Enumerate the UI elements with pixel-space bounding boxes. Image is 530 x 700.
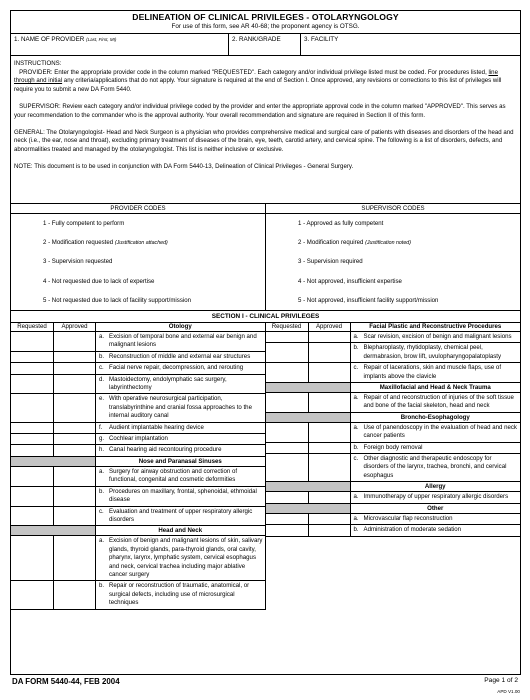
code-text: 3 - Supervision required: [298, 258, 363, 266]
requested-code-cell[interactable]: [11, 467, 54, 486]
supervisor-code-item: [298, 239, 520, 258]
provider-instructions: [14, 69, 517, 95]
requested-code-cell[interactable]: [11, 581, 54, 608]
supervisor-code-item: [298, 220, 520, 239]
apd-version: APD V1.00: [497, 689, 520, 694]
requested-code-cell[interactable]: [266, 443, 309, 453]
category-header: [266, 482, 521, 492]
requested-code-cell[interactable]: [266, 514, 309, 524]
code-text: 2 - Modification required: [298, 239, 366, 247]
privilege-description: [96, 352, 265, 362]
category-shaded-cell: [11, 457, 96, 466]
privilege-description: [351, 514, 521, 524]
page-number: Page 1 of 2: [484, 677, 518, 684]
requested-code-cell[interactable]: [11, 487, 54, 506]
privilege-row: [11, 332, 265, 352]
privilege-description: [351, 492, 521, 502]
approved-code-cell[interactable]: [309, 492, 351, 502]
instructions-block: [11, 56, 520, 204]
requested-code-cell[interactable]: [266, 343, 309, 362]
privilege-letter: e.: [99, 395, 105, 403]
category-header: [266, 383, 521, 393]
provider-codes-heading: PROVIDER CODES: [11, 204, 265, 214]
right-column-header: [266, 323, 521, 332]
privilege-letter: c.: [353, 364, 359, 372]
privilege-text: Use of panendoscopy in the evaluation of head and neck cancer patients: [363, 423, 517, 440]
approved-code-cell[interactable]: [309, 423, 351, 442]
requested-code-cell[interactable]: [11, 332, 54, 351]
approved-code-cell[interactable]: [54, 434, 96, 444]
privilege-row: [11, 375, 265, 395]
instructions-heading: INSTRUCTIONS:: [14, 60, 62, 67]
provider-code-item: [43, 258, 265, 277]
provider-instructions-text: PROVIDER: Enter the appropriate provider code in the column marked "REQUESTED". Each category and/or individual privilege listed must be coded. For procedures listed,: [19, 68, 489, 76]
requested-code-cell[interactable]: [266, 423, 309, 442]
approved-code-cell[interactable]: [54, 363, 96, 373]
requested-code-cell[interactable]: [11, 363, 54, 373]
note-instructions: NOTE: This document is to be used in conjunction with DA Form 5440-13, Delineation of Clinical Privileges - General Surgery.: [14, 163, 354, 171]
approved-code-cell[interactable]: [54, 536, 96, 580]
privilege-letter: a.: [353, 423, 359, 431]
requested-code-cell[interactable]: [266, 454, 309, 481]
privilege-row: [11, 445, 265, 456]
category-shaded-cell: [266, 413, 351, 422]
privilege-text: Foreign body removal: [363, 443, 423, 451]
privilege-description: [96, 363, 265, 373]
privileges-table: [11, 323, 520, 610]
privilege-description: [351, 332, 521, 342]
provider-name-label: 1. NAME OF PROVIDER: [14, 36, 85, 43]
privilege-description: [96, 445, 265, 455]
privilege-text: Reconstruction of middle and external ear structures: [109, 352, 251, 360]
approved-code-cell[interactable]: [309, 514, 351, 524]
privilege-row: [11, 363, 265, 374]
requested-code-cell[interactable]: [11, 507, 54, 526]
privilege-row: [266, 343, 521, 363]
privilege-description: [96, 423, 265, 433]
privilege-text: Excision of temporal bone and external ear benign and malignant lesions: [109, 333, 257, 349]
approved-code-cell[interactable]: [309, 363, 351, 382]
privilege-text: With operative neurosurgical participation, translabyrinthine and cranial fossa approaches to the internal auditory canal: [109, 395, 252, 420]
category-name: Broncho-Esophagology: [400, 413, 470, 421]
privilege-row: [11, 352, 265, 363]
rank-grade-field[interactable]: [229, 34, 301, 55]
category-header: [266, 504, 521, 514]
privilege-letter: c.: [353, 455, 359, 463]
category-shaded-cell: [266, 482, 351, 491]
privilege-description: [96, 434, 265, 444]
otology-heading: Otology: [168, 323, 192, 330]
provider-code-item: [43, 239, 265, 258]
privilege-description: [96, 375, 265, 394]
general-instructions: GENERAL: The Otolaryngologist- Head and Neck Surgeon is a physician who provides comprehensive medical and surgical care of patients with diseases and disorders of the head and neck (i.e., the ear, nose and throat), excluding primary treatment of diseases of the brain, eye, teeth, carotid artery, and cervical spine. The following is a list of disorders, defects, and abnormalities treated and managed by the otolaryngologist. This list is neither inclusive or exclusive.: [14, 128, 514, 153]
code-text: 5 - Not approved, insufficient facility support/mission: [298, 296, 439, 304]
privilege-row: [266, 454, 521, 482]
code-text: 3 - Supervision requested: [43, 258, 113, 266]
approved-code-cell[interactable]: [54, 394, 96, 421]
privilege-text: Scar revision, excision of benign and malignant lesions: [363, 333, 512, 340]
approved-code-cell[interactable]: [309, 525, 351, 535]
privilege-text: Microvascular flap reconstruction: [363, 514, 453, 522]
right-privilege-rows: [266, 332, 521, 537]
provider-instructions-underlined: line through and initial: [14, 68, 498, 85]
right-approved-header: Approved: [309, 323, 351, 331]
privilege-text: Blepharoplasty, rhytidoplasty, chemical peel, dermabrasion, brow lift, uvulopharyngopalatoplasty: [363, 344, 502, 360]
privilege-description: [96, 536, 265, 580]
codes-legend: [11, 204, 520, 311]
supervisor-codes-heading: SUPERVISOR CODES: [266, 204, 520, 214]
facial-plastic-heading: Facial Plastic and Reconstructive Procedures: [369, 323, 502, 330]
requested-code-cell[interactable]: [11, 394, 54, 421]
category-name: Maxillofacial and Head & Neck Trauma: [379, 384, 491, 392]
privilege-letter: h.: [99, 446, 105, 454]
privilege-letter: b.: [353, 344, 359, 352]
privilege-row: [11, 487, 265, 507]
privilege-text: Procedures on maxillary, frontal, sphenoidal, ethmoidal disease: [109, 487, 257, 504]
privilege-text: Other diagnostic and therapeutic endoscopy for disorders of the larynx, trachea, bronchi, and cervical esophagus: [363, 455, 507, 479]
category-name: Nose and Paranasal Sinuses: [138, 457, 222, 465]
supervisor-code-item: [298, 297, 520, 316]
category-shaded-cell: [266, 383, 351, 392]
approved-code-cell[interactable]: [54, 375, 96, 394]
approved-code-cell[interactable]: [54, 487, 96, 506]
privilege-description: [96, 332, 265, 351]
approved-code-cell[interactable]: [309, 393, 351, 412]
privilege-description: [351, 393, 521, 412]
approved-code-cell[interactable]: [54, 581, 96, 608]
requested-code-cell[interactable]: [266, 393, 309, 412]
provider-instructions-text-end: any criteria/applications that do not apply. Your signature is required at the end of Section I. Once approved, any revisions or corrections to this list of privileges will require you to submit a new DA Form 5440.: [14, 77, 502, 93]
privilege-letter: a.: [353, 493, 359, 501]
privilege-row: [11, 434, 265, 445]
left-column-header: [11, 323, 265, 332]
privilege-text: Cochlear implantation: [109, 435, 168, 443]
requested-code-cell[interactable]: [266, 363, 309, 382]
form-subtitle: For use of this form, see AR 40-68; the proponent agency is OTSG.: [171, 23, 360, 30]
privilege-description: [351, 454, 521, 481]
requested-code-cell[interactable]: [266, 492, 309, 502]
code-note: (Justification noted): [365, 240, 412, 247]
requested-code-cell[interactable]: [11, 352, 54, 362]
privilege-letter: g.: [99, 435, 105, 443]
privilege-text: Mastoidectomy, endolymphatic sac surgery, labyrinthectomy: [109, 375, 227, 392]
privilege-text: Canal hearing aid recontouring procedure: [109, 446, 222, 454]
privilege-row: [266, 443, 521, 454]
category-name: Allergy: [424, 483, 446, 491]
provider-name-field[interactable]: [11, 34, 229, 55]
requested-code-cell[interactable]: [11, 536, 54, 580]
form-header: [11, 11, 520, 34]
provider-id-row: [11, 34, 520, 56]
privilege-letter: b.: [99, 487, 105, 495]
privilege-description: [96, 467, 265, 486]
privilege-row: [11, 423, 265, 434]
form-title: DELINEATION OF CLINICAL PRIVILEGES - OTOLARYNGOLOGY: [132, 12, 399, 22]
requested-code-cell[interactable]: [266, 525, 309, 535]
facility-label: 3. FACILITY: [304, 36, 339, 43]
left-requested-header: Requested: [11, 323, 54, 331]
approved-code-cell[interactable]: [309, 443, 351, 453]
supervisor-code-item: [298, 278, 520, 297]
code-text: 1 - Fully competent to perform: [43, 220, 125, 227]
privilege-description: [351, 443, 521, 453]
approved-code-cell[interactable]: [309, 454, 351, 481]
privilege-text: Facial nerve repair, decompression, and rerouting: [109, 364, 244, 372]
approved-code-cell[interactable]: [54, 507, 96, 526]
privilege-letter: b.: [99, 352, 105, 360]
privilege-letter: a.: [99, 467, 105, 475]
privilege-row: [266, 393, 521, 413]
privileges-right-column: [266, 323, 521, 610]
privilege-letter: c.: [99, 507, 104, 515]
right-requested-header: Requested: [266, 323, 309, 331]
privilege-letter: b.: [353, 443, 359, 451]
provider-code-item: [43, 220, 265, 239]
rank-grade-label: 2. RANK/GRADE: [232, 36, 281, 43]
form-id: DA FORM 5440-44, FEB 2004: [12, 677, 120, 686]
provider-code-item: [43, 278, 265, 297]
approved-code-cell[interactable]: [54, 352, 96, 362]
privilege-text: Administration of moderate sedation: [363, 526, 462, 534]
privilege-description: [96, 394, 265, 421]
left-privilege-rows: [11, 332, 265, 610]
supervisor-codes-list: [266, 214, 520, 316]
facility-field[interactable]: [301, 34, 520, 55]
provider-codes-list: [11, 214, 265, 316]
privilege-text: Excision of benign and malignant lesions of skin, salivary glands, thyroid glands, para-thyroid glands, oral cavity, pharynx, larynx, lymphatic system, cervical esophagus and neck, cervical trachea including major ablative cancer surgery: [109, 537, 263, 578]
privilege-row: [11, 467, 265, 487]
approved-code-cell[interactable]: [54, 445, 96, 455]
requested-code-cell[interactable]: [266, 332, 309, 342]
privilege-description: [351, 343, 521, 362]
privilege-text: Repair of and reconstruction of injuries of the soft tissue and bone of the facial skeleton, head and neck: [363, 394, 514, 410]
category-shaded-cell: [11, 526, 96, 535]
category-header: [11, 526, 265, 536]
supervisor-instructions: [14, 103, 517, 120]
privilege-letter: a.: [99, 333, 105, 340]
supervisor-instructions-text: SUPERVISOR: Review each category and/or individual privilege coded by the provider and enter the appropriate approval code in the column marked "APPROVED". This serves as your recommendation to the commander who is the approval authority. Your overall recommendation and signature are required in Section II of this form.: [14, 102, 506, 119]
approved-code-cell[interactable]: [309, 332, 351, 342]
privilege-letter: c.: [99, 364, 104, 372]
privilege-row: [11, 581, 265, 609]
code-text: 5 - Not requested due to lack of facility support/mission: [43, 296, 192, 304]
privilege-description: [351, 363, 521, 382]
privilege-letter: a.: [353, 394, 359, 402]
privilege-row: [266, 423, 521, 443]
privilege-text: Repair or reconstruction of traumatic, anatomical, or surgical defects, including use of microsurgical techniques: [109, 582, 250, 607]
provider-name-hint: (Last, First, MI): [86, 37, 117, 42]
privilege-description: [351, 525, 521, 535]
code-text: 4 - Not requested due to lack of expertise: [43, 277, 155, 285]
privilege-description: [351, 423, 521, 442]
requested-code-cell[interactable]: [11, 445, 54, 455]
privilege-text: Evaluation and treatment of upper respiratory allergic disorders: [109, 507, 253, 523]
privilege-letter: b.: [353, 526, 359, 534]
approved-code-cell[interactable]: [309, 343, 351, 362]
privilege-row: [266, 492, 521, 503]
form-footer: [12, 677, 520, 686]
privilege-letter: a.: [353, 514, 359, 522]
privilege-letter: b.: [99, 582, 105, 590]
category-name: Head and Neck: [158, 527, 203, 535]
privileges-left-column: [11, 323, 266, 610]
privilege-row: [266, 363, 521, 383]
code-text: 1 - Approved as fully competent: [298, 220, 384, 227]
privilege-text: Surgery for airway obstruction and correction of functional, congenital and cosmetic deformities: [109, 467, 238, 484]
category-header: [11, 457, 265, 467]
approved-code-cell[interactable]: [54, 467, 96, 486]
privilege-description: [96, 581, 265, 608]
privilege-description: [96, 487, 265, 506]
privilege-text: Immunotherapy of upper respiratory allergic disorders: [363, 493, 509, 501]
requested-code-cell[interactable]: [11, 434, 54, 444]
approved-code-cell[interactable]: [54, 332, 96, 351]
privilege-row: [266, 514, 521, 525]
privilege-letter: a.: [353, 333, 359, 340]
form-page: [10, 10, 521, 675]
left-approved-header: Approved: [54, 323, 96, 331]
requested-code-cell[interactable]: [11, 375, 54, 394]
privilege-letter: f.: [99, 423, 103, 431]
privilege-text: Repair of lacerations, skin and muscle flaps, use of implants above the clavicle: [363, 364, 502, 380]
supervisor-codes: [266, 204, 520, 310]
requested-code-cell[interactable]: [11, 423, 54, 433]
privilege-row: [11, 507, 265, 527]
approved-code-cell[interactable]: [54, 423, 96, 433]
privilege-letter: d.: [99, 375, 105, 383]
section-1-title: SECTION I - CLINICAL PRIVILEGES: [11, 311, 520, 323]
privilege-description: [96, 507, 265, 526]
code-note: (Justification attached): [114, 240, 168, 247]
privilege-row: [11, 394, 265, 422]
privilege-row: [266, 525, 521, 536]
code-text: 4 - Not approved, insufficient expertise: [298, 277, 402, 285]
privilege-text: Audient implantable hearing device: [109, 423, 204, 431]
provider-codes: [11, 204, 266, 310]
privilege-letter: a.: [99, 537, 105, 545]
privilege-row: [266, 332, 521, 343]
category-shaded-cell: [266, 504, 351, 513]
code-text: 2 - Modification requested: [43, 239, 115, 247]
category-name: Other: [427, 504, 444, 512]
category-header: [266, 413, 521, 423]
supervisor-code-item: [298, 258, 520, 277]
privilege-row: [11, 536, 265, 581]
